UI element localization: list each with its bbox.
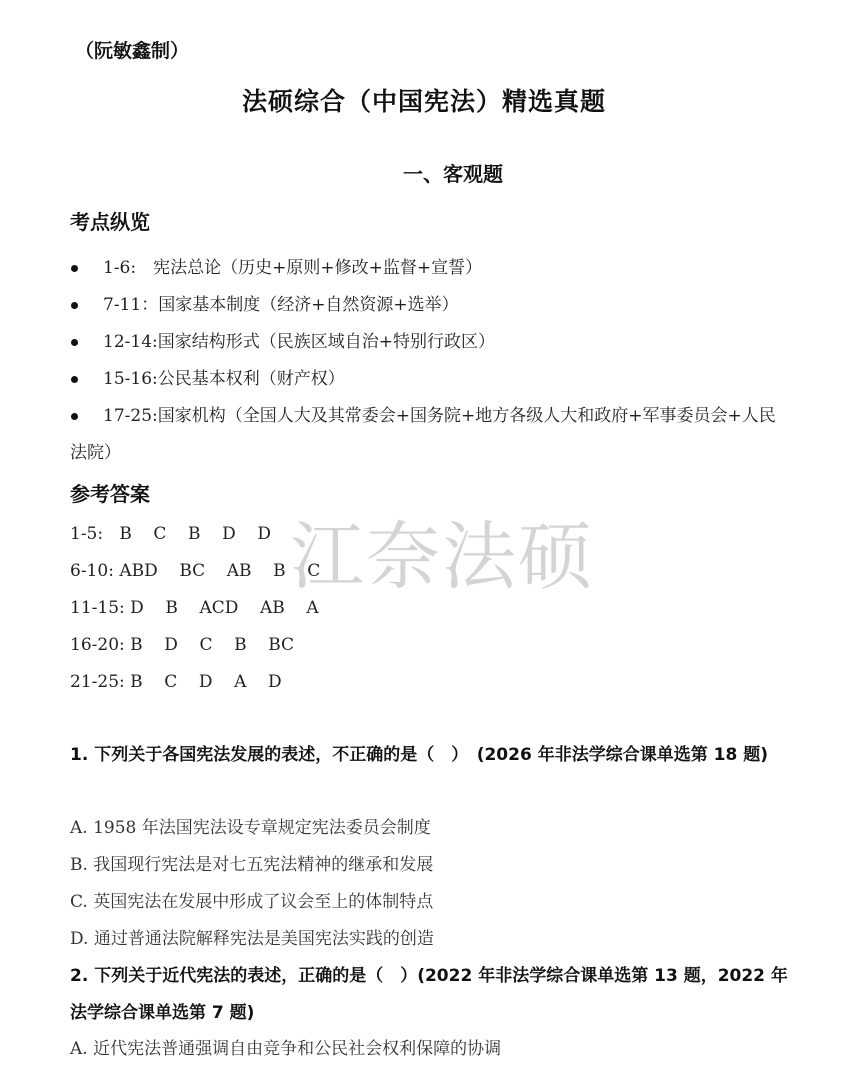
- overview-list: [70, 250, 790, 472]
- bullet-icon: [71, 339, 78, 346]
- answer-row: 6-10: ABD BC AB B C: [70, 561, 321, 581]
- question-options: [70, 810, 790, 958]
- list-item: 1-6: 宪法总论（历史+原则+修改+监督+宣誓）: [70, 250, 790, 287]
- list-item: 15-16:公民基本权利（财产权）: [70, 361, 790, 398]
- section-title-text: 一、客观题: [403, 162, 503, 186]
- list-item: 7-11：国家基本制度（经济+自然资源+选举）: [70, 287, 790, 324]
- question-options: [70, 1031, 790, 1068]
- bullet-icon: [71, 265, 78, 272]
- answers-heading: 参考答案: [70, 482, 150, 506]
- overview-heading: 考点纵览: [70, 210, 150, 234]
- document-title: 法硕综合（中国宪法）精选真题: [241, 87, 606, 116]
- answer-row: 11-15: D B ACD AB A: [70, 598, 319, 618]
- question-stem: 1. 下列关于各国宪法发展的表述，不正确的是（ ） (2026 年非法学综合课单选第 18 题): [70, 745, 768, 765]
- bullet-icon: [71, 302, 78, 309]
- answer-row: 1-5: B C B D D: [70, 524, 272, 544]
- list-item: 12-14:国家结构形式（民族区域自治+特别行政区）: [70, 324, 790, 361]
- option-item: B. 我国现行宪法是对七五宪法精神的继承和发展: [70, 855, 434, 875]
- answer-row: 16-20: B D C B BC: [70, 635, 295, 655]
- option-item: D. 通过普通法院解释宪法是美国宪法实践的创造: [70, 929, 434, 949]
- bullet-icon: [71, 376, 78, 383]
- watermark: 江奈法硕: [290, 514, 594, 600]
- answer-list: [70, 516, 320, 701]
- option-item: A. 近代宪法普通强调自由竞争和公民社会权利保障的协调: [70, 1039, 502, 1059]
- option-item: C. 英国宪法在发展中形成了议会至上的体制特点: [70, 892, 434, 912]
- bullet-icon: [71, 413, 78, 420]
- author-note: （阮敏鑫制）: [75, 40, 190, 62]
- answer-row: 21-25: B C D A D: [70, 672, 282, 692]
- list-item: 17-25:国家机构（全国人大及其常委会+国务院+地方各级人大和政府+军事委员会+人民法院）: [70, 406, 776, 463]
- option-item: A. 1958 年法国宪法设专章规定宪法委员会制度: [70, 818, 431, 838]
- section-title: [0, 158, 848, 187]
- question-stem: 2. 下列关于近代宪法的表述，正确的是（ ）(2022 年非法学综合课单选第 13 题，2022 年法学综合课单选第 7 题): [70, 966, 788, 1023]
